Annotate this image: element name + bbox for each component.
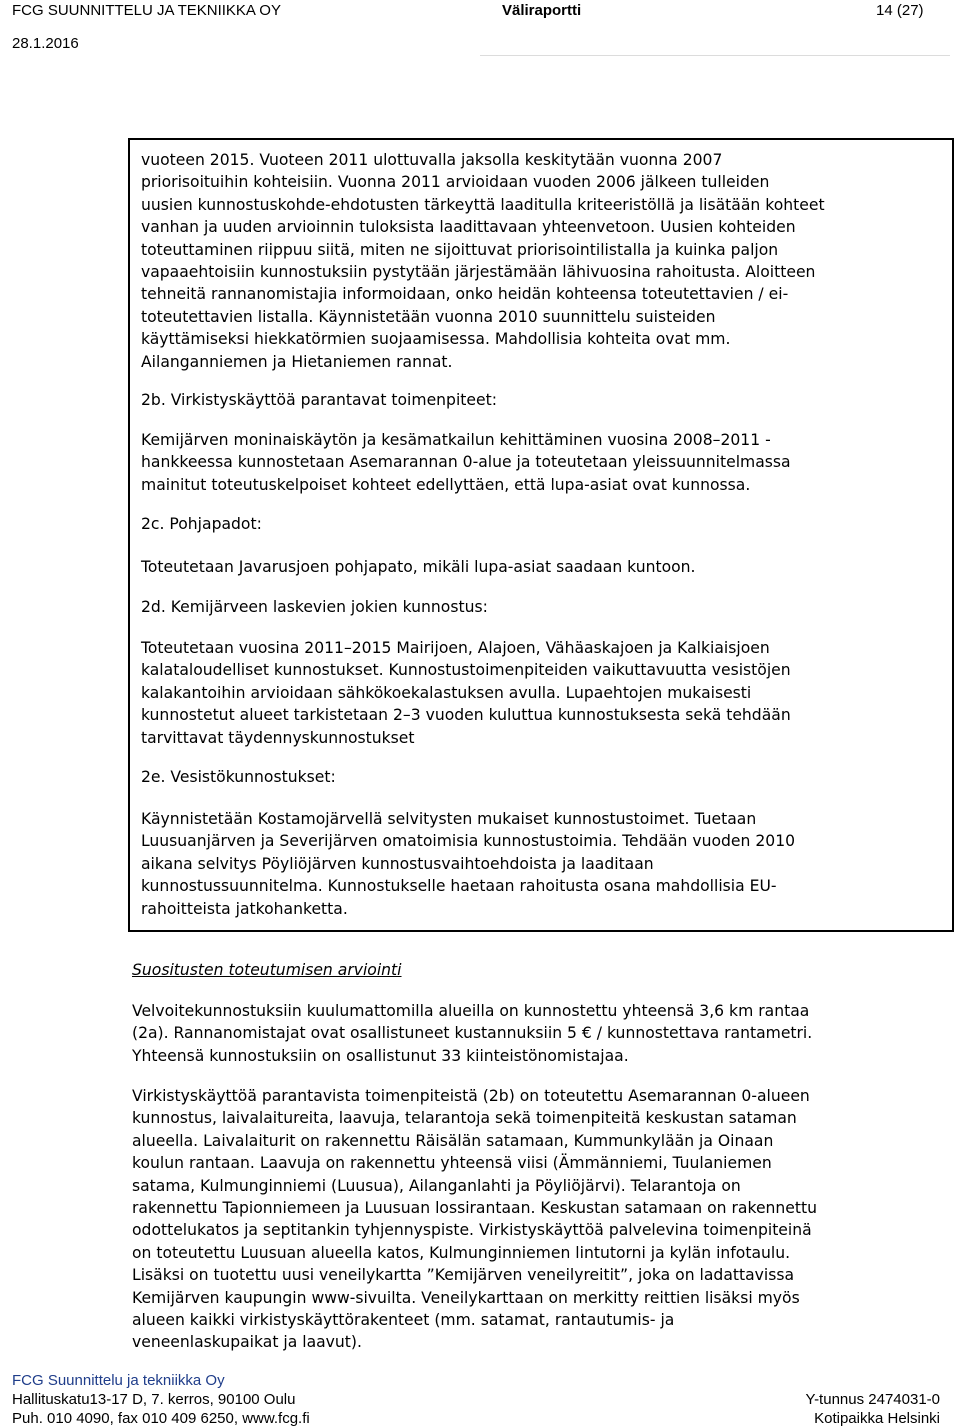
footer-domicile: Kotipaikka Helsinki [814,1410,940,1427]
box-paragraph-2c: Toteutetaan Javarusjoen pohjapato, mikäli lupa-asiat saadaan kuntoon. [141,558,696,576]
box-paragraph-2e: Käynnistetään Kostamojärvellä selvitysten mukaiset kunnostustoimet. Tuetaan Luusuanjärven ja Severijärven omatoimisia kunnostustoimia. Tehdään vuoden 2010 aikana selvitys Pöyliöjärven kunnostusvaihtoehdoista ja laaditaan kunnostussuunnitelma. Kunnostukselle haetaan rahoitusta osana mahdollisia EU- rahoitteista jatkohanketta. [141,810,796,918]
body-paragraph-shore-restoration: Velvoitekunnostuksiin kuulumattomilla alueilla on kunnostettu yhteensä 3,6 km rantaa (2a). Rannanomistajat ovat osallistuneet kustannuksiin 5 € / kunnostettava rantametri. Yhteensä kunnostuksiin on osallistunut 33 kiinteistönomistajaa. [132,1002,813,1065]
box-paragraph-2d: Toteutetaan vuosina 2011–2015 Mairijoen, Alajoen, Vähäaskajoen ja Kalkiaisjoen kalataloudelliset kunnostukset. Kunnostustoimenpiteiden vaikuttavuutta vesistöjen kalakantoihin arvioidaan sähkökoekalastuksen avulla. Lupaehtojen mukaisesti kunnostetut alueet tarkistetaan 2–3 vuoden kuluttua kunnostuksesta sekä tehdään tarvittavat täydennyskunnostukset [141,639,791,747]
section-heading-2b: 2b. Virkistyskäyttöä parantavat toimenpiteet: [141,391,497,409]
recommendations-box [128,138,954,932]
header-date: 28.1.2016 [12,35,79,52]
header-organization: FCG SUUNNITTELU JA TEKNIIKKA OY [12,2,281,19]
page-header [0,0,960,58]
box-paragraph-2b: Kemijärven moninaiskäytön ja kesämatkailun kehittäminen vuosina 2008–2011 - hankkeessa kunnostetaan Asemarannan 0-alue ja toteutetaan yleissuunnitelmassa mainitut toteutuskelpoiset kohteet edellyttäen, että lupa-asiat ovat kunnossa. [141,431,791,494]
page-footer [0,1364,960,1428]
footer-company: FCG Suunnittelu ja tekniikka Oy [12,1372,225,1389]
section-heading-evaluation: Suositusten toteutumisen arviointi [132,961,402,979]
header-document-title: Väliraportti [502,2,582,19]
footer-address: Hallituskatu13-17 D, 7. kerros, 90100 Oulu [12,1391,296,1408]
section-heading-2e: 2e. Vesistökunnostukset: [141,768,336,786]
body-paragraph-recreation: Virkistyskäyttöä parantavista toimenpiteistä (2b) on toteutettu Asemarannan 0-alueen kunnostus, laivalaitureita, laavuja, telarantoja sekä toimenpiteitä keskustan sataman alueella. Laivalaiturit on rakennettu Räisälän satamaan, Kummunkylään ja Oinaan koulun rantaan. Laavuja on rakennettu yhteensä viisi (Ämmänniemi, Tuulaniemen satama, Kulmunginniemi (Luusua), Ailanganlahti ja Pöyliöjärvi). Telarantoja on rakennettu Tapionniemeen ja Luusuan lossirantaan. Keskustan satamaan on rakennettu odottelukatos ja septitankin tyhjennyspiste. Virkistyskäyttöä palvelevina toimenpiteinä on toteutettu Luusuan alueella katos, Kulmunginniemen lintutorni ja kylän infotaulu. Lisäksi on tuotettu uusi veneilykartta ”Kemijärven veneilyreitit”, joka on ladattavissa Kemijärven kaupungin www-sivuilta. Veneilykarttaan on merkitty reittien lisäksi myös alueen kaikki virkistyskäyttörakenteet (mm. satamat, rantautumis- ja veneenlaskupaikat ja laavut). [132,1087,818,1352]
footer-contact: Puh. 010 4090, fax 010 409 6250, www.fcg.fi [12,1410,310,1427]
section-heading-2c: 2c. Pohjapadot: [141,515,262,533]
footer-business-id: Y-tunnus 2474031-0 [805,1391,940,1408]
header-divider [480,55,950,56]
section-heading-2d: 2d. Kemijärveen laskevien jokien kunnostus: [141,598,488,616]
box-paragraph-intro: vuoteen 2015. Vuoteen 2011 ulottuvalla jaksolla keskitytään vuonna 2007 priorisoituihin kohteisiin. Vuonna 2011 arvioidaan vuoden 2006 jälkeen tulleiden uusien kunnostuskohde-ehdotusten tärkeyttä laaditulla kriteeristöllä ja lisätään kohteet vanhan ja uuden arvioinnin tuloksista laadittavaan yhteenvetoon. Uusien kohteiden toteuttaminen riippuu siitä, miten ne sijoittuvat priorisointilistalla ja kuinka paljon vapaaehtoisiin kunnostuksiin pystytään järjestämään lähivuosina rahoitusta. Aloitteen tehneitä rannanomistajia informoidaan, onko heidän kohteensa toteutettavien / ei- toteutettavien listalla. Käynnistetään vuonna 2010 suunnittelu suisteiden käyttämiseksi hiekkatörmien suojaamisessa. Mahdollisia kohteita ovat mm. Ailanganniemen ja Hietaniemen rannat. [141,151,825,371]
header-page-number: 14 (27) [876,2,924,19]
